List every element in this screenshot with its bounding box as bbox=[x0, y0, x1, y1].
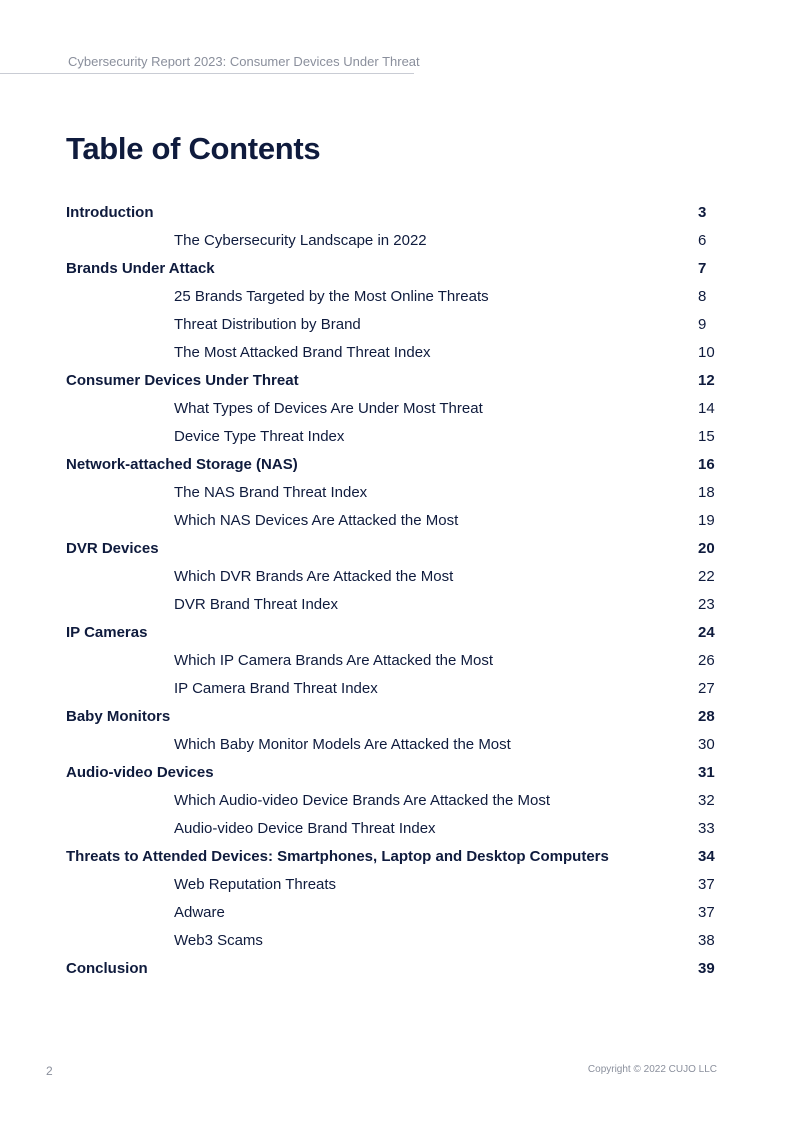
toc-entry-title: DVR Brand Threat Index bbox=[174, 596, 338, 613]
toc-entry-title: Consumer Devices Under Threat bbox=[66, 372, 299, 389]
toc-entry-title: Conclusion bbox=[66, 960, 148, 977]
toc-entry-title: Audio-video Devices bbox=[66, 764, 214, 781]
toc-subsection-entry bbox=[66, 283, 717, 311]
toc-subsection-entry bbox=[66, 927, 717, 955]
toc-entry-page: 38 bbox=[698, 932, 715, 949]
toc-subsection-entry bbox=[66, 731, 717, 759]
toc-subsection-entry bbox=[66, 815, 717, 843]
footer-copyright: Copyright © 2022 CUJO LLC bbox=[587, 1064, 717, 1075]
toc-entry-title: Introduction bbox=[66, 204, 154, 221]
toc-entry-title: What Types of Devices Are Under Most Threat bbox=[174, 400, 483, 417]
toc-entry-title: Web Reputation Threats bbox=[174, 876, 337, 893]
toc-entry-page: 27 bbox=[698, 680, 715, 697]
toc-entry-page: 15 bbox=[698, 428, 715, 445]
toc-subsection-entry bbox=[66, 899, 717, 927]
toc-entry-page: 39 bbox=[698, 960, 715, 977]
toc-entry-page: 10 bbox=[698, 344, 715, 361]
toc-entry-page: 16 bbox=[698, 456, 715, 473]
toc-entry-title: IP Camera Brand Threat Index bbox=[174, 680, 378, 697]
toc-entry-title: Network-attached Storage (NAS) bbox=[66, 456, 298, 473]
toc-section-entry bbox=[66, 759, 717, 787]
running-header-title: Cybersecurity Report 2023: Consumer Devices Under Threat bbox=[68, 54, 420, 69]
toc-entry-title: 25 Brands Targeted by the Most Online Threats bbox=[174, 288, 489, 305]
toc-section-entry bbox=[66, 367, 717, 395]
toc-entry-title: Which DVR Brands Are Attacked the Most bbox=[174, 568, 454, 585]
toc-section-entry bbox=[66, 535, 717, 563]
toc-entry-page: 3 bbox=[698, 204, 707, 221]
toc-subsection-entry bbox=[66, 311, 717, 339]
toc-entry-title: Baby Monitors bbox=[66, 708, 171, 725]
toc-entry-title: Brands Under Attack bbox=[66, 260, 215, 277]
table-of-contents bbox=[66, 199, 717, 983]
toc-entry-title: Device Type Threat Index bbox=[174, 428, 345, 445]
toc-entry-title: Which Baby Monitor Models Are Attacked the Most bbox=[174, 736, 511, 753]
toc-entry-title: Audio-video Device Brand Threat Index bbox=[174, 820, 436, 837]
toc-entry-title: DVR Devices bbox=[66, 540, 159, 557]
page-title: Table of Contents bbox=[66, 131, 321, 166]
toc-subsection-entry bbox=[66, 871, 717, 899]
toc-section-entry bbox=[66, 955, 717, 983]
toc-entry-page: 14 bbox=[698, 400, 715, 417]
toc-entry-page: 37 bbox=[698, 876, 715, 893]
toc-section-entry bbox=[66, 199, 717, 227]
running-header bbox=[0, 54, 420, 74]
toc-entry-page: 33 bbox=[698, 820, 715, 837]
toc-subsection-entry bbox=[66, 227, 717, 255]
toc-entry-page: 19 bbox=[698, 512, 715, 529]
toc-subsection-entry bbox=[66, 787, 717, 815]
toc-entry-title: The Cybersecurity Landscape in 2022 bbox=[174, 232, 427, 249]
toc-entry-title: Which IP Camera Brands Are Attacked the Most bbox=[174, 652, 494, 669]
toc-entry-page: 12 bbox=[698, 372, 715, 389]
toc-entry-title: Which Audio-video Device Brands Are Attacked the Most bbox=[174, 792, 551, 809]
toc-subsection-entry bbox=[66, 507, 717, 535]
toc-entry-title: IP Cameras bbox=[66, 624, 148, 641]
toc-entry-page: 24 bbox=[698, 624, 715, 641]
toc-entry-page: 28 bbox=[698, 708, 715, 725]
toc-subsection-entry bbox=[66, 591, 717, 619]
toc-entry-page: 34 bbox=[698, 848, 715, 865]
toc-entry-title: The Most Attacked Brand Threat Index bbox=[174, 344, 431, 361]
toc-entry-page: 30 bbox=[698, 736, 715, 753]
toc-entry-title: The NAS Brand Threat Index bbox=[174, 484, 368, 501]
footer-page-number: 2 bbox=[46, 1064, 53, 1078]
toc-subsection-entry bbox=[66, 563, 717, 591]
toc-entry-page: 26 bbox=[698, 652, 715, 669]
toc-entry-page: 37 bbox=[698, 904, 715, 921]
toc-subsection-entry bbox=[66, 647, 717, 675]
toc-entry-page: 8 bbox=[698, 288, 707, 305]
toc-section-entry bbox=[66, 843, 717, 871]
toc-entry-title: Which NAS Devices Are Attacked the Most bbox=[174, 512, 459, 529]
toc-section-entry bbox=[66, 703, 717, 731]
toc-entry-page: 23 bbox=[698, 596, 715, 613]
toc-subsection-entry bbox=[66, 675, 717, 703]
toc-subsection-entry bbox=[66, 479, 717, 507]
toc-entry-title: Adware bbox=[174, 904, 225, 921]
toc-subsection-entry bbox=[66, 339, 717, 367]
toc-entry-page: 7 bbox=[698, 260, 707, 277]
toc-section-entry bbox=[66, 619, 717, 647]
toc-entry-title: Threat Distribution by Brand bbox=[174, 316, 361, 333]
toc-entry-page: 31 bbox=[698, 764, 715, 781]
toc-entry-page: 22 bbox=[698, 568, 715, 585]
toc-subsection-entry bbox=[66, 423, 717, 451]
toc-section-entry bbox=[66, 451, 717, 479]
toc-subsection-entry bbox=[66, 395, 717, 423]
toc-entry-title: Threats to Attended Devices: Smartphones, Laptop and Desktop Computers bbox=[66, 848, 609, 865]
toc-section-entry bbox=[66, 255, 717, 283]
toc-entry-page: 6 bbox=[698, 232, 707, 249]
toc-entry-page: 20 bbox=[698, 540, 715, 557]
toc-entry-title: Web3 Scams bbox=[174, 932, 263, 949]
toc-entry-page: 32 bbox=[698, 792, 715, 809]
toc-entry-page: 18 bbox=[698, 484, 715, 501]
toc-entry-page: 9 bbox=[698, 316, 707, 333]
